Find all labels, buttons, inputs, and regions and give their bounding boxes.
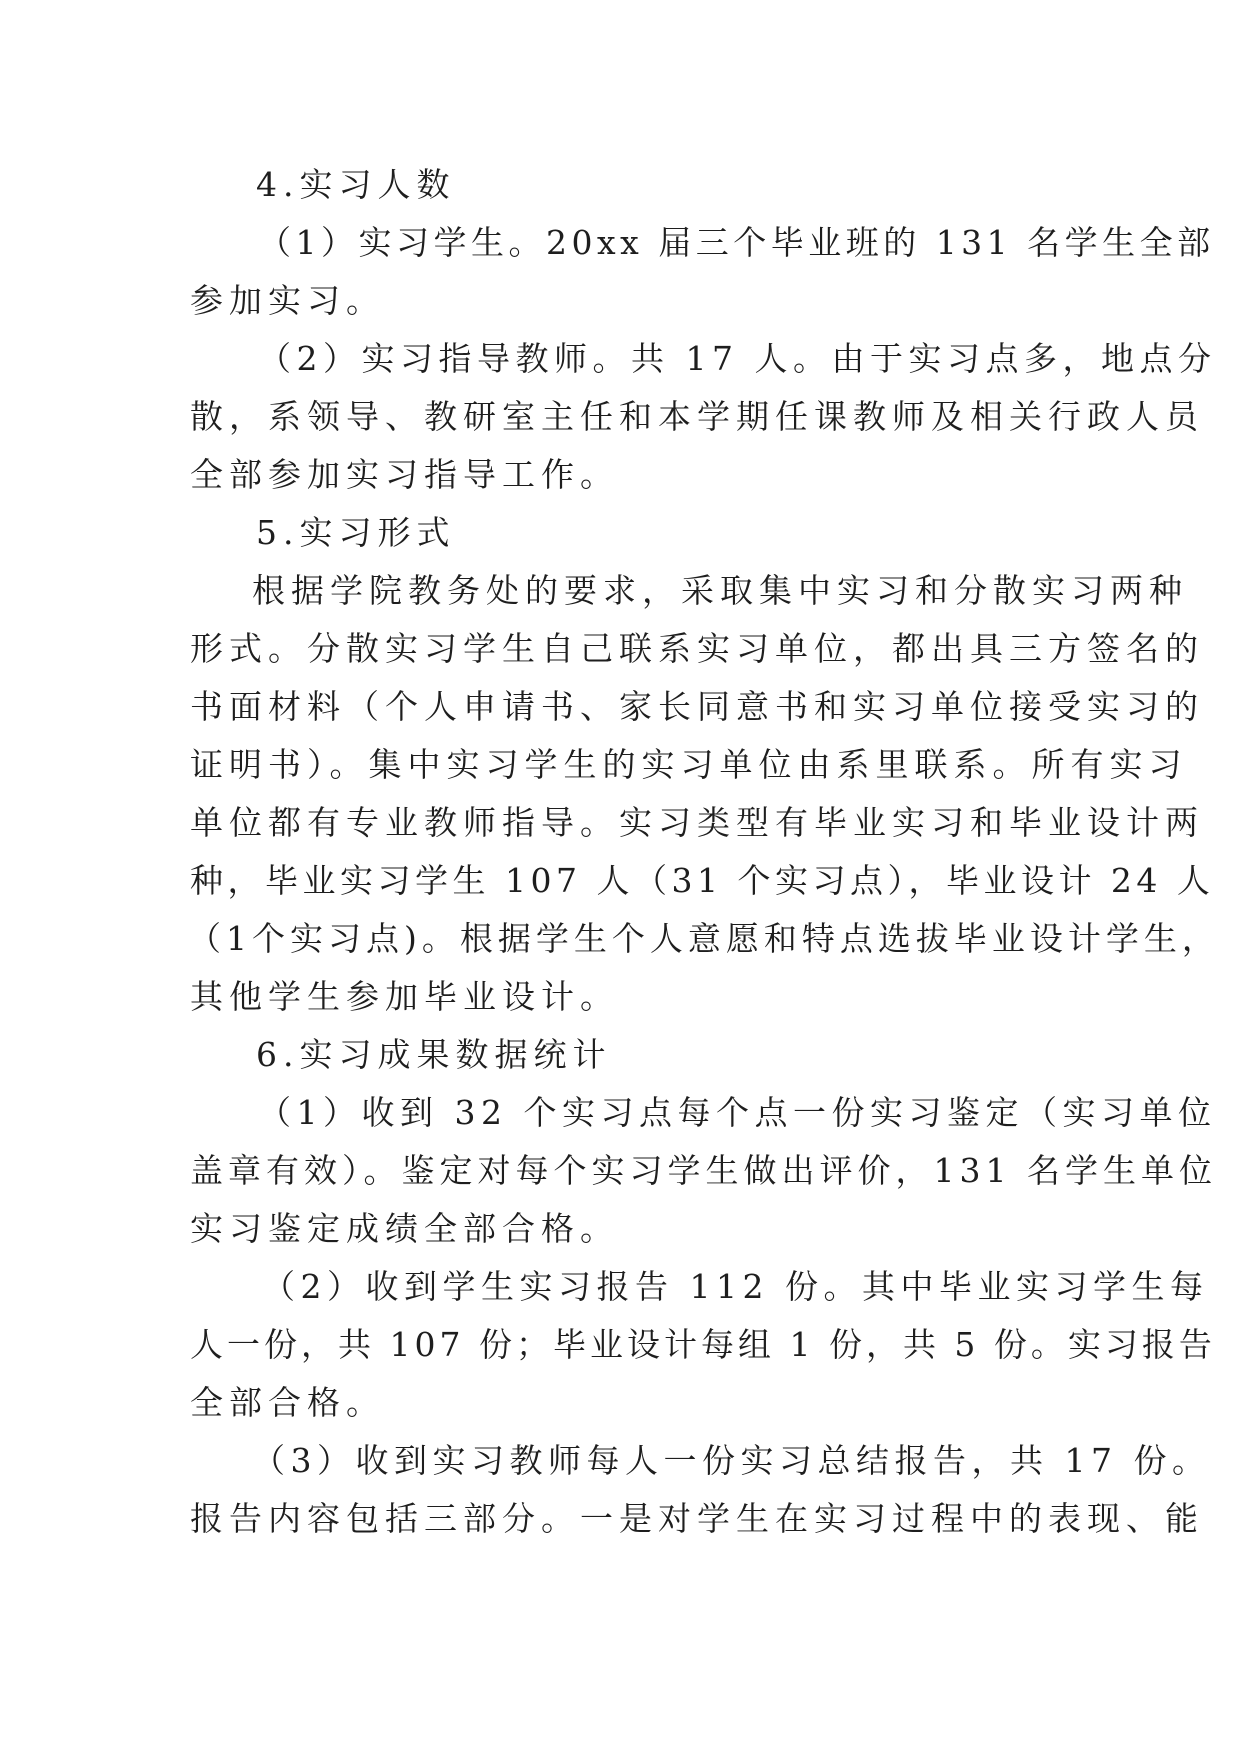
paragraph-line: 散，系领导、教研室主任和本学期任课教师及相关行政人员 <box>190 397 1204 436</box>
paragraph-line: （1个实习点)。根据学生个人意愿和特点选拔毕业设计学生， <box>188 919 1220 958</box>
paragraph-line: 人一份，共 107 份；毕业设计每组 1 份，共 5 份。实习报告 <box>190 1325 1216 1364</box>
paragraph-line: 全部合格。 <box>190 1383 385 1422</box>
paragraph-line: 形式。分散实习学生自己联系实习单位，都出具三方签名的 <box>190 629 1204 668</box>
heading-4: 4.实习人数 <box>256 165 456 204</box>
paragraph-line: 全部参加实习指导工作。 <box>190 455 619 494</box>
paragraph-line: （1）收到 32 个实习点每个点一份实习鉴定（实习单位 <box>258 1093 1217 1132</box>
paragraph-line: （2）实习指导教师。共 17 人。由于实习点多，地点分 <box>258 339 1217 378</box>
paragraph-line: 单位都有专业教师指导。实习类型有毕业实习和毕业设计两 <box>190 803 1204 842</box>
paragraph-line: 报告内容包括三部分。一是对学生在实习过程中的表现、能 <box>190 1499 1204 1538</box>
paragraph-line: （1）实习学生。20xx 届三个毕业班的 131 名学生全部 <box>258 223 1215 262</box>
paragraph-line: 参加实习。 <box>190 281 385 320</box>
paragraph-line: （2）收到学生实习报告 112 份。其中毕业实习学生每 <box>262 1267 1209 1306</box>
paragraph-line: 根据学院教务处的要求，采取集中实习和分散实习两种 <box>252 571 1188 610</box>
heading-5: 5.实习形式 <box>256 513 456 552</box>
paragraph-line: 盖章有效）。鉴定对每个实习学生做出评价，131 名学生单位 <box>190 1151 1217 1190</box>
paragraph-line: 种，毕业实习学生 107 人（31 个实习点），毕业设计 24 人 <box>190 861 1215 900</box>
paragraph-line: 证明书）。集中实习学生的实习单位由系里联系。所有实习 <box>190 745 1188 784</box>
paragraph-line: （3）收到实习教师每人一份实习总结报告，共 17 份。 <box>252 1441 1211 1480</box>
heading-6: 6.实习成果数据统计 <box>256 1035 612 1074</box>
paragraph-line: 实习鉴定成绩全部合格。 <box>190 1209 619 1248</box>
paragraph-line: 书面材料（个人申请书、家长同意书和实习单位接受实习的 <box>190 687 1204 726</box>
paragraph-line: 其他学生参加毕业设计。 <box>190 977 619 1016</box>
